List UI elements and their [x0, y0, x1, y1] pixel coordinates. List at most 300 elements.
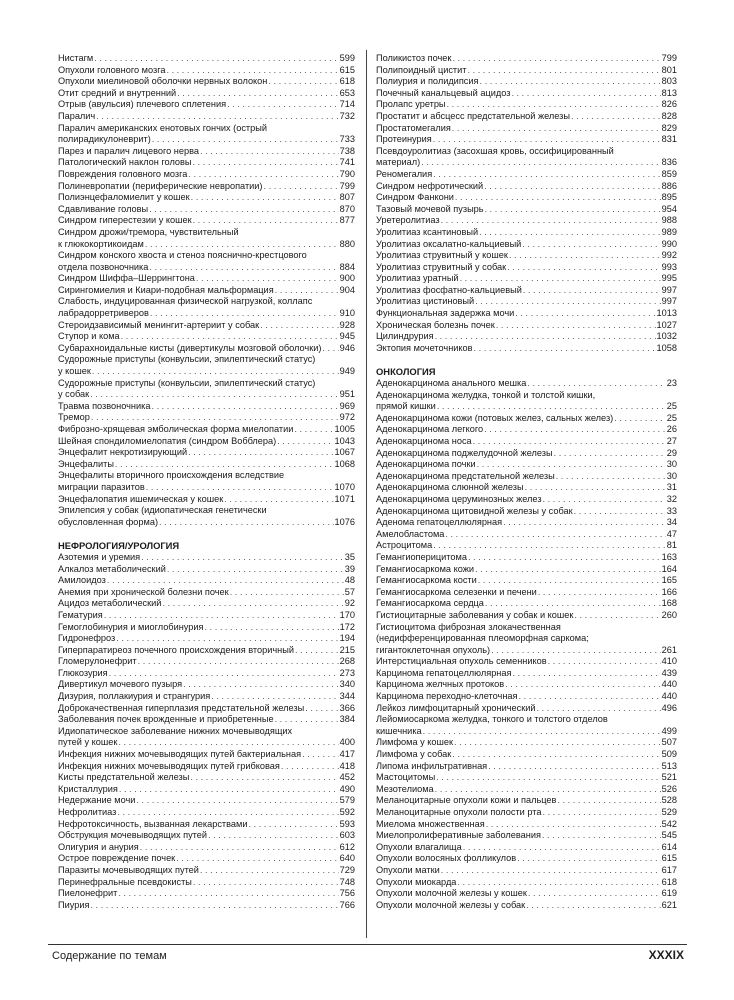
entry-page: 164 — [661, 563, 677, 574]
index-entry — [376, 53, 677, 65]
index-entry — [58, 308, 355, 320]
entry-page: 168 — [661, 598, 677, 609]
entry-title: Субарахноидальные кисты (дивертикулы мозговой оболочки) — [58, 342, 322, 353]
entry-page: 593 — [339, 818, 355, 829]
dot-leader — [176, 853, 338, 865]
index-entry — [58, 622, 355, 634]
index-entry — [376, 830, 677, 842]
index-entry-line: (недифференцированная плеоморфная саркома; — [376, 633, 589, 644]
index-entry-line: Паралич американских енотовых гончих (острый — [58, 122, 267, 133]
entry-page: 439 — [661, 667, 677, 678]
dot-leader — [485, 598, 661, 610]
entry-title: Аденокарцинома анального мешка — [376, 378, 527, 389]
index-entry — [376, 134, 677, 146]
entry-page: 748 — [339, 876, 355, 887]
dot-leader — [542, 807, 660, 819]
index-entry-line: Синдром конского хвоста и стеноз пояснично-крестцового — [58, 250, 307, 261]
index-entry — [58, 111, 355, 123]
entry-page: 32 — [666, 493, 677, 504]
index-entry — [376, 296, 677, 308]
dot-leader — [162, 598, 343, 610]
index-entry — [58, 877, 355, 889]
dot-leader — [150, 308, 339, 320]
entry-title: Лимфома у собак — [376, 749, 452, 760]
dot-leader — [457, 877, 660, 889]
entry-page: 340 — [339, 679, 355, 690]
dot-leader — [574, 506, 666, 518]
index-column-right — [376, 53, 677, 911]
dot-leader — [92, 366, 339, 378]
dot-leader — [527, 378, 665, 390]
dot-leader — [268, 76, 338, 88]
index-entry — [376, 575, 677, 587]
index-entry — [376, 703, 677, 715]
dot-leader — [537, 703, 661, 715]
entry-page: 513 — [661, 760, 677, 771]
entry-page: 599 — [339, 53, 355, 63]
entry-page: 39 — [344, 563, 355, 574]
index-entry — [58, 53, 355, 65]
entry-page: 972 — [339, 412, 355, 423]
dot-leader — [159, 517, 334, 529]
entry-page: 440 — [661, 679, 677, 690]
index-entry — [58, 447, 355, 459]
entry-title: Меланоцитарные опухоли кожи и пальцев — [376, 795, 557, 806]
entry-page: 910 — [339, 308, 355, 319]
dot-leader — [152, 134, 339, 146]
entry-page: 440 — [661, 691, 677, 702]
entry-title: Пиурия — [58, 899, 90, 910]
entry-title: Полиневропатии (периферические невропатии) — [58, 180, 263, 191]
index-entry — [58, 656, 355, 668]
entry-title: Уролитиаз оксалатно-кальциевый — [376, 238, 522, 249]
entry-title: Хроническая болезнь почек — [376, 319, 495, 330]
index-entry — [376, 331, 677, 343]
entry-page: 542 — [661, 818, 677, 829]
dot-leader — [200, 865, 339, 877]
dot-leader — [305, 703, 338, 715]
index-entry — [376, 656, 677, 668]
index-entry — [58, 772, 355, 784]
dot-leader — [452, 53, 660, 65]
dot-leader — [485, 204, 661, 216]
index-entry — [376, 819, 677, 831]
entry-title: путей у кошек — [58, 737, 118, 748]
index-entry — [376, 807, 677, 819]
dot-leader — [104, 610, 339, 622]
index-entry — [376, 424, 677, 436]
dot-leader — [463, 842, 661, 854]
entry-title: Гемоглобинурия и миоглобинурия — [58, 621, 204, 632]
entry-title: Обструкция мочевыводящих путей — [58, 830, 208, 841]
dot-leader — [509, 250, 661, 262]
entry-title: Мезотелиома — [376, 783, 434, 794]
entry-title: Опухоли головного мозга — [58, 64, 166, 75]
index-entry — [376, 262, 677, 274]
entry-page: 640 — [339, 853, 355, 864]
index-entry — [58, 517, 355, 529]
dot-leader — [441, 865, 661, 877]
index-entry — [58, 401, 355, 413]
entry-title: Уролитиаз цистиновый — [376, 296, 475, 307]
index-entry — [376, 679, 677, 691]
dot-leader — [196, 273, 339, 285]
index-entry — [376, 552, 677, 564]
index-entry — [376, 157, 677, 169]
entry-page: 166 — [661, 586, 677, 597]
entry-title: прямой кишки — [376, 401, 436, 412]
index-entry — [58, 564, 355, 576]
dot-leader — [574, 610, 660, 622]
entry-title: Простатит и абсцесс предстательной железы — [376, 110, 571, 121]
index-entry — [376, 250, 677, 262]
index-entry — [376, 564, 677, 576]
entry-title: Уролитиаз фосфатно-кальциевый — [376, 284, 522, 295]
entry-page: 1071 — [334, 493, 355, 504]
entry-title: Аденокарцинома поджелудочной железы — [376, 447, 553, 458]
entry-page: 194 — [339, 633, 355, 644]
column-divider — [366, 50, 367, 938]
entry-page: 25 — [666, 412, 677, 423]
index-entry — [58, 88, 355, 100]
index-entry — [376, 273, 677, 285]
index-entry — [376, 413, 677, 425]
dot-leader — [109, 668, 339, 680]
entry-title: Кисты предстательной железы — [58, 772, 190, 783]
dot-leader — [480, 76, 661, 88]
entry-title: гигантоклеточная опухоль) — [376, 644, 491, 655]
index-entry — [376, 645, 677, 657]
entry-page: 799 — [661, 53, 677, 63]
entry-title: Энцефалиты — [58, 458, 114, 469]
dot-leader — [542, 830, 661, 842]
index-entry — [58, 819, 355, 831]
index-entry-line: Аденокарцинома желудка, тонкой и толстой кишки, — [376, 389, 596, 400]
entry-title: Карцинома желчных протоков — [376, 679, 505, 690]
entry-title: Лейкоз лимфоцитарный хронический — [376, 702, 536, 713]
entry-title: Доброкачественная гиперплазия предстательной железы — [58, 702, 305, 713]
entry-page: 81 — [666, 540, 677, 551]
entry-page: 995 — [661, 273, 677, 284]
index-entry-line: Синдром дрожи/тремора, чувствительный — [58, 226, 239, 237]
entry-page: 1043 — [334, 435, 355, 446]
dot-leader — [447, 99, 661, 111]
entry-page: 35 — [344, 551, 355, 562]
dot-leader — [200, 146, 339, 158]
entry-page: 1068 — [334, 458, 355, 469]
dot-leader — [556, 471, 666, 483]
dot-leader — [277, 436, 333, 448]
entry-title: Гемангиосаркома сердца — [376, 598, 484, 609]
index-entry-line: Идиопатическое заболевание нижних мочевыводящих — [58, 725, 293, 736]
entry-title: Лимфома у кошек — [376, 737, 454, 748]
index-entry — [58, 99, 355, 111]
dot-leader — [224, 494, 333, 506]
dot-leader — [193, 877, 339, 889]
entry-title: Аденокарцинома кожи (потовых желез, сальных желез) — [376, 412, 614, 423]
index-entry — [58, 343, 355, 355]
index-entry — [376, 726, 677, 738]
dot-leader — [191, 192, 339, 204]
dot-leader — [264, 181, 339, 193]
entry-title: Гломерулонефрит — [58, 656, 137, 667]
entry-title: материал) — [376, 157, 421, 168]
dot-leader — [433, 540, 666, 552]
dot-leader — [518, 691, 660, 703]
index-entry — [58, 157, 355, 169]
entry-page: 884 — [339, 261, 355, 272]
dot-leader — [526, 900, 661, 912]
entry-page: 521 — [661, 772, 677, 783]
entry-page: 617 — [661, 864, 677, 875]
dot-leader — [275, 714, 339, 726]
entry-title: Уретеролитиаз — [376, 215, 440, 226]
dot-leader — [118, 737, 338, 749]
index-entry — [58, 853, 355, 865]
index-entry — [58, 273, 355, 285]
entry-title: Гемангиосаркома селезенки и печени — [376, 586, 537, 597]
index-entry — [58, 146, 355, 158]
index-entry — [376, 471, 677, 483]
entry-page: 813 — [661, 87, 677, 98]
entry-page: 57 — [344, 586, 355, 597]
dot-leader — [190, 772, 338, 784]
entry-title: Карцинома гепатоцеллюлярная — [376, 667, 512, 678]
dot-leader — [473, 436, 666, 448]
entry-title: Анемия при хронической болезни почек — [58, 586, 229, 597]
index-entry — [376, 784, 677, 796]
index-entry — [58, 691, 355, 703]
footer-title: Содержание по темам — [52, 950, 167, 962]
index-entry — [58, 807, 355, 819]
index-entry — [58, 761, 355, 773]
entry-page: 801 — [661, 64, 677, 75]
index-entry — [376, 540, 677, 552]
entry-page: 946 — [339, 342, 355, 353]
entry-title: Нистагм — [58, 53, 94, 63]
dot-leader — [538, 587, 661, 599]
entry-title: Нефролитиаз — [58, 807, 117, 817]
dot-leader — [455, 192, 661, 204]
entry-page: 215 — [339, 644, 355, 655]
entry-title: Миелома множественная — [376, 818, 485, 829]
dot-leader — [433, 169, 660, 181]
entry-page: 766 — [339, 899, 355, 910]
entry-page: 732 — [339, 110, 355, 121]
entry-title: Гиперпаратиреоз почечного происхождения вторичный — [58, 644, 294, 655]
entry-title: Тазовый мочевой пузырь — [376, 203, 484, 214]
index-entry — [376, 65, 677, 77]
dot-leader — [454, 737, 661, 749]
entry-title: Уролитиаз уратный — [376, 273, 459, 284]
index-entry — [376, 598, 677, 610]
dot-leader — [281, 761, 339, 773]
entry-page: 1027 — [656, 319, 677, 330]
dot-leader — [515, 308, 655, 320]
dot-leader — [96, 111, 338, 123]
entry-page: 30 — [666, 459, 677, 470]
index-entry — [376, 401, 677, 413]
entry-page: 31 — [666, 482, 677, 493]
entry-page: 828 — [661, 110, 677, 121]
dot-leader — [437, 401, 666, 413]
dot-leader — [227, 99, 339, 111]
dot-leader — [475, 564, 661, 576]
entry-page: 92 — [344, 598, 355, 609]
entry-title: Азотемия и уремия — [58, 551, 141, 562]
entry-title: Паразиты мочевыводящих путей — [58, 864, 199, 875]
index-entry — [376, 204, 677, 216]
entry-page: 26 — [666, 424, 677, 435]
dot-leader — [474, 343, 656, 355]
index-entry — [58, 795, 355, 807]
index-entry — [376, 900, 677, 912]
dot-leader — [302, 749, 339, 761]
index-entry — [58, 842, 355, 854]
dot-leader — [496, 320, 656, 332]
entry-title: Сирингомиелия и Киари-подобная мальформация — [58, 284, 274, 295]
index-entry — [376, 76, 677, 88]
dot-leader — [571, 111, 661, 123]
dot-leader — [151, 401, 338, 413]
dot-leader — [230, 587, 344, 599]
entry-page: 829 — [661, 122, 677, 133]
entry-page: 997 — [661, 296, 677, 307]
dot-leader — [525, 482, 666, 494]
entry-title: Мастоцитомы — [376, 772, 436, 783]
index-entry — [58, 645, 355, 657]
entry-title: Опухоли молочной железы у кошек — [376, 888, 527, 899]
dot-leader — [141, 552, 344, 564]
index-entry — [376, 343, 677, 355]
entry-title: Шейная спондиломиелопатия (синдром Вобблера) — [58, 435, 277, 446]
entry-title: Аденокарцинома почки — [376, 459, 476, 470]
index-entry — [376, 853, 677, 865]
entry-title: Простатомегалия — [376, 122, 451, 133]
index-entry — [376, 610, 677, 622]
entry-title: к глюкокортикоидам — [58, 238, 144, 249]
entry-title: Пиелонефрит — [58, 888, 118, 899]
entry-title: Паралич — [58, 110, 96, 121]
entry-page: 417 — [339, 749, 355, 760]
dot-leader — [294, 424, 333, 436]
entry-title: Нефротоксичность, вызванная лекарствами — [58, 818, 248, 829]
index-entry — [376, 99, 677, 111]
entry-page: 400 — [339, 737, 355, 748]
dot-leader — [557, 795, 660, 807]
dot-leader — [91, 412, 339, 424]
entry-title: Опухоли миелиновой оболочки нервных волокон — [58, 76, 268, 87]
entry-page: 729 — [339, 864, 355, 875]
index-entry — [58, 865, 355, 877]
entry-page: 172 — [339, 621, 355, 632]
entry-page: 803 — [661, 76, 677, 87]
index-entry — [376, 842, 677, 854]
index-entry — [58, 169, 355, 181]
entry-title: Опухоли матки — [376, 864, 440, 875]
entry-page: 29 — [666, 447, 677, 458]
dot-leader — [295, 645, 339, 657]
dot-leader — [505, 679, 660, 691]
index-entry-line: Лейомиосаркома желудка, тонкого и толстого отделов — [376, 714, 608, 725]
dot-leader — [475, 296, 660, 308]
entry-title: Гемангиосаркома кожи — [376, 563, 474, 574]
index-entry — [58, 65, 355, 77]
index-entry-line: Судорожные приступы (конвульсии, эпилептический статус) — [58, 354, 316, 365]
entry-title: Аденокарцинома предстательной железы — [376, 470, 555, 481]
index-entry — [376, 459, 677, 471]
dot-leader — [119, 784, 339, 796]
entry-page: 1070 — [334, 481, 355, 492]
entry-page: 826 — [661, 99, 677, 110]
entry-page: 48 — [344, 575, 355, 586]
entry-page: 579 — [339, 795, 355, 806]
entry-page: 741 — [339, 157, 355, 168]
entry-page: 738 — [339, 145, 355, 156]
index-entry — [376, 215, 677, 227]
index-entry — [376, 529, 677, 541]
entry-title: Пролапс уретры — [376, 99, 446, 110]
section-heading: ОНКОЛОГИЯ — [376, 366, 436, 378]
entry-page: 268 — [339, 656, 355, 667]
entry-title: Полипоидный цистит — [376, 64, 467, 75]
entry-title: Синдром Шиффа–Шеррингтона — [58, 273, 195, 284]
index-entry — [376, 169, 677, 181]
entry-page: 900 — [339, 273, 355, 284]
entry-page: 990 — [661, 238, 677, 249]
dot-leader — [149, 262, 338, 274]
entry-page: 612 — [339, 841, 355, 852]
index-entry — [58, 784, 355, 796]
entry-page: 886 — [661, 180, 677, 191]
index-entry — [58, 552, 355, 564]
index-entry — [58, 436, 355, 448]
entry-title: Глюкозурия — [58, 667, 108, 678]
page-number: XXXIX — [648, 948, 684, 962]
entry-page: 273 — [339, 667, 355, 678]
entry-page: 490 — [339, 783, 355, 794]
entry-title: Дивертикул мочевого пузыря — [58, 679, 183, 690]
dot-leader — [423, 726, 661, 738]
index-entry-line: Слабость, индуцированная физической нагрузкой, коллапс — [58, 296, 313, 307]
index-entry — [376, 888, 677, 900]
entry-page: 988 — [661, 215, 677, 226]
index-entry — [58, 575, 355, 587]
entry-title: Тремор — [58, 412, 90, 423]
index-entry-line: Гистиоцитома фиброзная злокачественная — [376, 621, 561, 632]
entry-page: 27 — [666, 436, 677, 446]
entry-title: кишечника — [376, 725, 422, 736]
entry-title: Алкалоз метаболический — [58, 563, 166, 574]
entry-page: 949 — [339, 366, 355, 377]
entry-page: 618 — [661, 876, 677, 887]
entry-title: Гидронефроз — [58, 633, 116, 644]
dot-leader — [503, 517, 666, 529]
entry-page: 507 — [661, 737, 677, 748]
dot-leader — [479, 227, 661, 239]
index-entry — [58, 459, 355, 471]
dot-leader — [523, 285, 661, 297]
dot-leader — [193, 157, 339, 169]
index-entry — [58, 134, 355, 146]
dot-leader — [467, 65, 660, 77]
dot-leader — [452, 749, 660, 761]
entry-title: Уролитиаз струвитный у собак — [376, 261, 507, 272]
index-entry — [376, 320, 677, 332]
entry-title: Аденокарцинома церуминозных желез — [376, 493, 542, 504]
dot-leader — [90, 900, 338, 912]
entry-page: 621 — [661, 899, 677, 910]
